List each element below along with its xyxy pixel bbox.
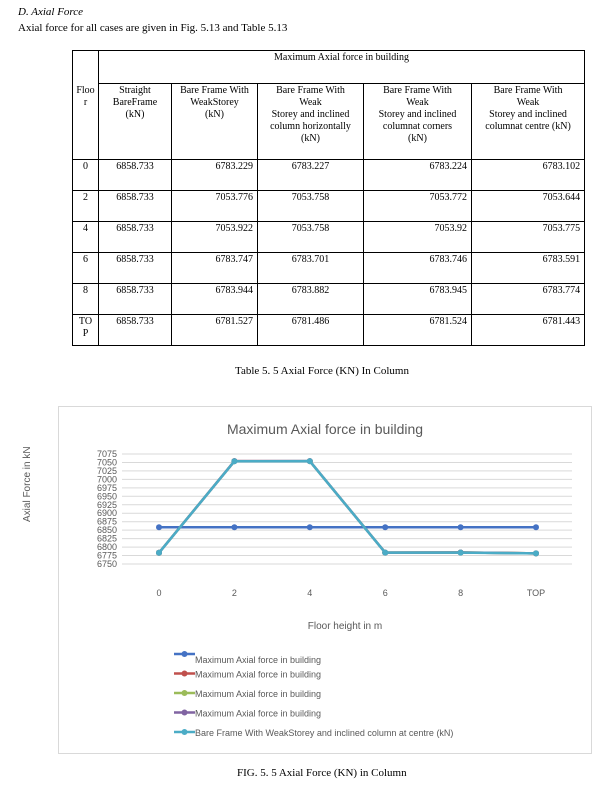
column-header-line: Storey and inclined bbox=[271, 109, 350, 120]
data-point bbox=[156, 524, 162, 530]
chart-area bbox=[58, 406, 592, 754]
legend-label: Maximum Axial force in building bbox=[195, 669, 322, 680]
value-cell: 6781.524 bbox=[364, 315, 472, 346]
y-tick-label: 7075 bbox=[96, 449, 117, 459]
value-cell: 6783.882 bbox=[258, 284, 364, 315]
column-header-line: r bbox=[83, 96, 88, 108]
column-header-line: Weak bbox=[299, 97, 322, 108]
y-tick-label: 6975 bbox=[96, 482, 117, 493]
value-cell: 6783.229 bbox=[172, 160, 258, 191]
column-header-line: Bare Frame With bbox=[493, 85, 563, 96]
value-cell: 6783.591 bbox=[472, 253, 585, 284]
legend-marker bbox=[182, 671, 188, 677]
value-cell: 6783.746 bbox=[364, 253, 472, 284]
floor-label-line: P bbox=[82, 328, 89, 339]
value-cell: 6858.733 bbox=[99, 191, 172, 222]
y-tick-label: 7000 bbox=[96, 474, 117, 485]
column-header-2 bbox=[172, 84, 258, 160]
axial-force-table bbox=[72, 50, 585, 346]
table-row bbox=[73, 284, 585, 315]
floor-cell bbox=[73, 315, 99, 346]
table-header-row bbox=[73, 84, 585, 160]
floor-label-line: TO bbox=[78, 316, 93, 327]
value-cell: 6783.102 bbox=[472, 160, 585, 191]
value-cell: 6781.486 bbox=[258, 315, 364, 346]
column-header-line: Floo bbox=[76, 84, 95, 96]
value-cell: 7053.772 bbox=[364, 191, 472, 222]
table-corner-cell bbox=[73, 51, 99, 84]
column-header-line: columnat corners bbox=[382, 121, 453, 132]
x-axis-title: Floor height in m bbox=[307, 621, 383, 632]
value-cell: 6858.733 bbox=[99, 315, 172, 346]
x-tick-label: 0 bbox=[156, 588, 162, 598]
data-point bbox=[307, 458, 313, 464]
value-cell: 7053.92 bbox=[364, 222, 472, 253]
floor-cell: 4 bbox=[73, 222, 99, 253]
column-header-line: Bare Frame With bbox=[276, 85, 345, 96]
table-caption: Table 5. 5 Axial Force (KN) In Column bbox=[235, 365, 409, 377]
y-tick-label: 6925 bbox=[96, 499, 117, 510]
column-header-line: Storey and inclined bbox=[378, 109, 457, 120]
y-tick-label: 6850 bbox=[96, 525, 117, 536]
value-cell: 6783.701 bbox=[258, 253, 364, 284]
data-point bbox=[156, 550, 162, 556]
column-header-line: columnat centre (kN) bbox=[485, 121, 571, 132]
value-cell: 6781.443 bbox=[472, 315, 585, 346]
column-header-5 bbox=[472, 84, 585, 160]
value-cell: 6858.733 bbox=[99, 222, 172, 253]
x-tick-label: TOP bbox=[526, 588, 546, 598]
data-point bbox=[382, 524, 388, 530]
chart-svg bbox=[59, 407, 591, 753]
column-header-1 bbox=[99, 84, 172, 160]
floor-cell: 0 bbox=[73, 160, 99, 191]
column-header-line: WeakStorey bbox=[190, 97, 239, 108]
x-tick-label: 6 bbox=[382, 588, 388, 598]
data-point bbox=[533, 550, 539, 556]
data-point bbox=[458, 550, 464, 556]
value-cell: 6783.227 bbox=[258, 160, 364, 191]
data-point bbox=[231, 458, 237, 464]
value-cell: 6781.527 bbox=[172, 315, 258, 346]
value-cell: 7053.775 bbox=[472, 222, 585, 253]
table-body bbox=[73, 160, 585, 346]
floor-cell: 2 bbox=[73, 191, 99, 222]
column-header-line: Straight bbox=[119, 85, 151, 96]
column-header-line: column horizontally bbox=[270, 121, 351, 132]
value-cell: 6783.945 bbox=[364, 284, 472, 315]
column-header-line: Bare Frame With bbox=[383, 85, 452, 96]
value-cell: 6783.747 bbox=[172, 253, 258, 284]
legend-label: Bare Frame With WeakStorey and inclined column at centre (kN) bbox=[195, 728, 454, 738]
table-row bbox=[73, 222, 585, 253]
value-cell: 6858.733 bbox=[99, 284, 172, 315]
data-point bbox=[458, 524, 464, 530]
table-row bbox=[73, 315, 585, 346]
data-point bbox=[307, 524, 313, 530]
column-header-line: Weak bbox=[516, 97, 540, 108]
series-line bbox=[159, 461, 536, 553]
y-tick-label: 7050 bbox=[96, 457, 117, 468]
value-cell: 7053.922 bbox=[172, 222, 258, 253]
y-tick-label: 6750 bbox=[96, 559, 117, 569]
y-tick-label: 6800 bbox=[96, 542, 117, 553]
figure-caption: FIG. 5. 5 Axial Force (KN) in Column bbox=[237, 767, 407, 779]
column-header-line: Bare Frame With bbox=[180, 85, 249, 96]
data-point bbox=[382, 550, 388, 556]
value-cell: 6858.733 bbox=[99, 160, 172, 191]
table-row bbox=[73, 191, 585, 222]
x-tick-label: 8 bbox=[458, 588, 464, 598]
y-tick-label: 6775 bbox=[96, 550, 117, 561]
legend-marker bbox=[182, 651, 188, 657]
section-heading: D. Axial Force bbox=[18, 6, 84, 18]
y-tick-label: 6825 bbox=[96, 533, 117, 544]
value-cell: 7053.758 bbox=[258, 222, 364, 253]
value-cell: 7053.644 bbox=[472, 191, 585, 222]
column-header-line: BareFrame bbox=[112, 97, 158, 108]
y-tick-label: 6900 bbox=[96, 508, 117, 519]
table-row bbox=[73, 253, 585, 284]
value-cell: 6858.733 bbox=[99, 253, 172, 284]
y-tick-label: 6950 bbox=[96, 491, 117, 502]
x-tick-label: 4 bbox=[307, 588, 313, 598]
legend-marker bbox=[182, 729, 188, 735]
column-header-line: (kN) bbox=[205, 109, 224, 120]
legend-label: Maximum Axial force in building bbox=[195, 655, 322, 665]
column-header-line: (kN) bbox=[301, 133, 320, 144]
x-tick-label: 2 bbox=[231, 588, 237, 598]
table-row bbox=[73, 160, 585, 191]
value-cell: 6783.774 bbox=[472, 284, 585, 315]
value-cell: 6783.224 bbox=[364, 160, 472, 191]
intro-text: Axial force for all cases are given in Fig. 5.13 and Table 5.13 bbox=[18, 22, 288, 34]
value-cell: 7053.758 bbox=[258, 191, 364, 222]
data-point bbox=[533, 524, 539, 530]
column-header-line: Weak bbox=[406, 97, 429, 108]
y-axis-title: Axial Force in kN bbox=[22, 446, 33, 522]
legend-label: Maximum Axial force in building bbox=[195, 708, 322, 719]
legend-label: Maximum Axial force in building bbox=[195, 689, 322, 699]
floor-cell: 6 bbox=[73, 253, 99, 284]
legend-marker bbox=[182, 690, 188, 696]
column-header-line: (kN) bbox=[408, 133, 427, 144]
value-cell: 6783.944 bbox=[172, 284, 258, 315]
legend-marker bbox=[182, 710, 188, 716]
data-point bbox=[231, 524, 237, 530]
column-header-line: Storey and inclined bbox=[489, 109, 567, 120]
table-group-header: Maximum Axial force in building bbox=[99, 51, 585, 84]
y-tick-label: 7025 bbox=[96, 465, 117, 476]
column-header-line: (kN) bbox=[125, 109, 145, 120]
chart-title: Maximum Axial force in building bbox=[226, 421, 424, 437]
floor-cell: 8 bbox=[73, 284, 99, 315]
column-header-3 bbox=[258, 84, 364, 160]
column-header-4 bbox=[364, 84, 472, 160]
y-tick-label: 6875 bbox=[96, 516, 117, 527]
value-cell: 7053.776 bbox=[172, 191, 258, 222]
column-header-0 bbox=[73, 84, 99, 160]
